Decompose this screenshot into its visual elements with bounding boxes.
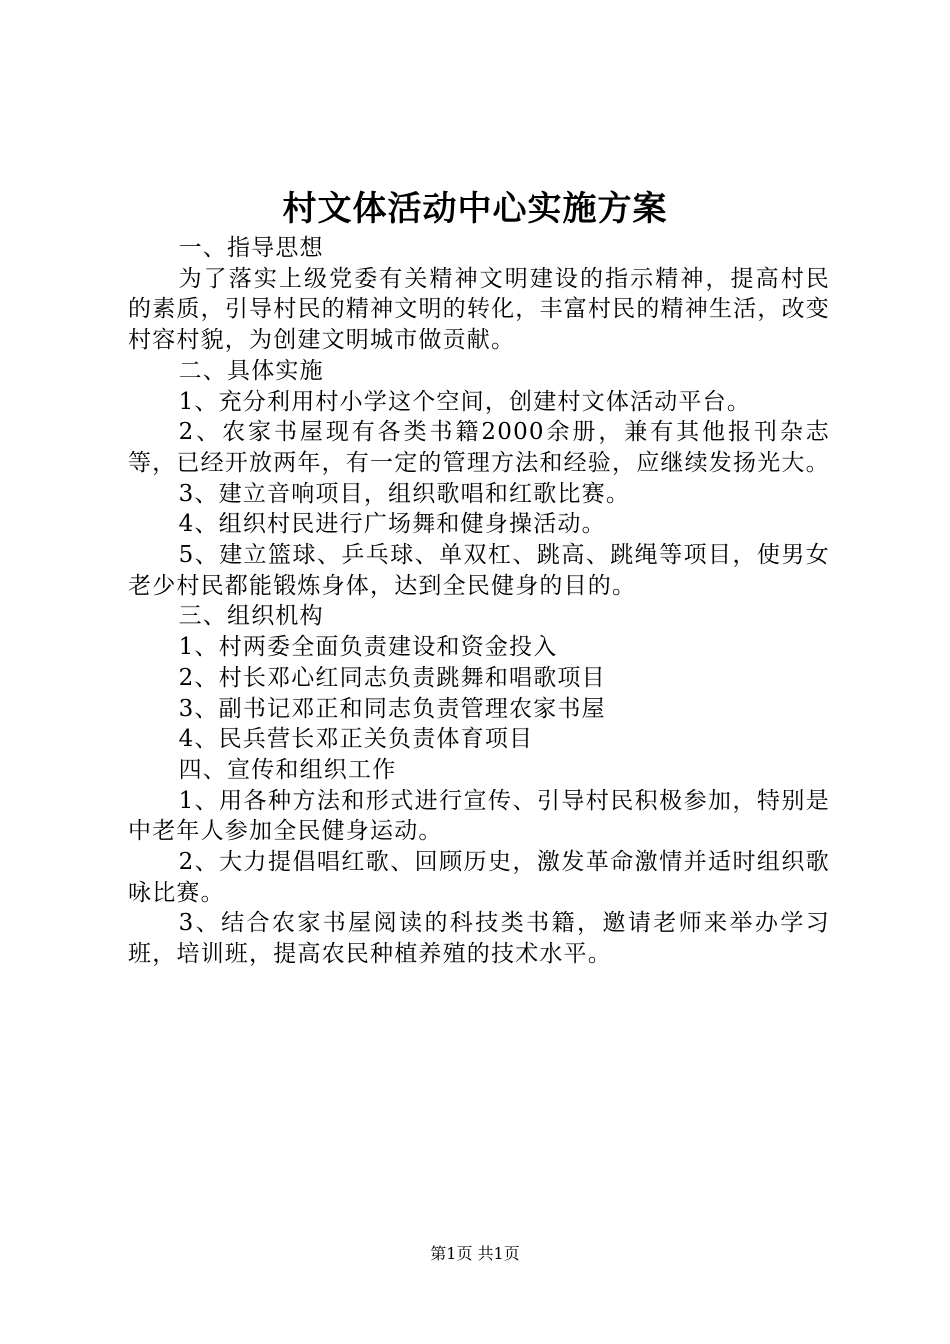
paragraph-organization-1: 1、村两委全面负责建设和资金投入 [178,634,558,661]
document-body [128,233,830,970]
paragraph-organization-2: 2、村长邓心红同志负责跳舞和唱歌项目 [178,664,606,691]
section-heading-guiding-ideology: 一、指导思想 [178,235,324,261]
paragraph-implementation-2: 2、农家书屋现有各类书籍2000余册，兼有其他报刊杂志等，已经开放两年，有一定的管理方法和经验，应继续发扬光大。 [128,419,830,476]
page-footer: 第1页 共1页 [430,1244,520,1263]
paragraph-publicity-1: 1、用各种方法和形式进行宣传、引导村民积极参加，特别是中老年人参加全民健身运动。 [128,787,830,845]
paragraph-implementation-1: 1、充分利用村小学这个空间，创建村文体活动平台。 [178,388,752,415]
section-heading-publicity: 四、宣传和组织工作 [178,756,397,783]
paragraph-implementation-4: 4、组织村民进行广场舞和健身操活动。 [178,511,606,538]
section-heading-implementation: 二、具体实施 [178,357,324,384]
page-title: 村文体活动中心实施方案 [282,189,668,229]
paragraph-implementation-3: 3、建立音响项目，组织歌唱和红歌比赛。 [178,480,631,507]
paragraph-organization-3: 3、副书记邓正和同志负责管理农家书屋 [178,695,606,722]
paragraph-publicity-3: 3、结合农家书屋阅读的科技类书籍，邀请老师来举办学习班，培训班，提高农民种植养殖的技术水平。 [128,910,830,968]
paragraph-publicity-2: 2、大力提倡唱红歌、回顾历史，激发革命激情并适时组织歌咏比赛。 [128,849,830,906]
paragraph-guiding-ideology: 为了落实上级党委有关精神文明建设的指示精神，提高村民的素质，引导村民的精神文明的转化，丰富村民的精神生活，改变村容村貌，为创建文明城市做贡献。 [128,265,830,354]
paragraph-implementation-5: 5、建立篮球、乒乓球、单双杠、跳高、跳绳等项目，使男女老少村民都能锻炼身体，达到全民健身的目的。 [128,542,830,599]
section-heading-organization: 三、组织机构 [178,603,324,630]
paragraph-organization-4: 4、民兵营长邓正关负责体育项目 [178,726,534,753]
